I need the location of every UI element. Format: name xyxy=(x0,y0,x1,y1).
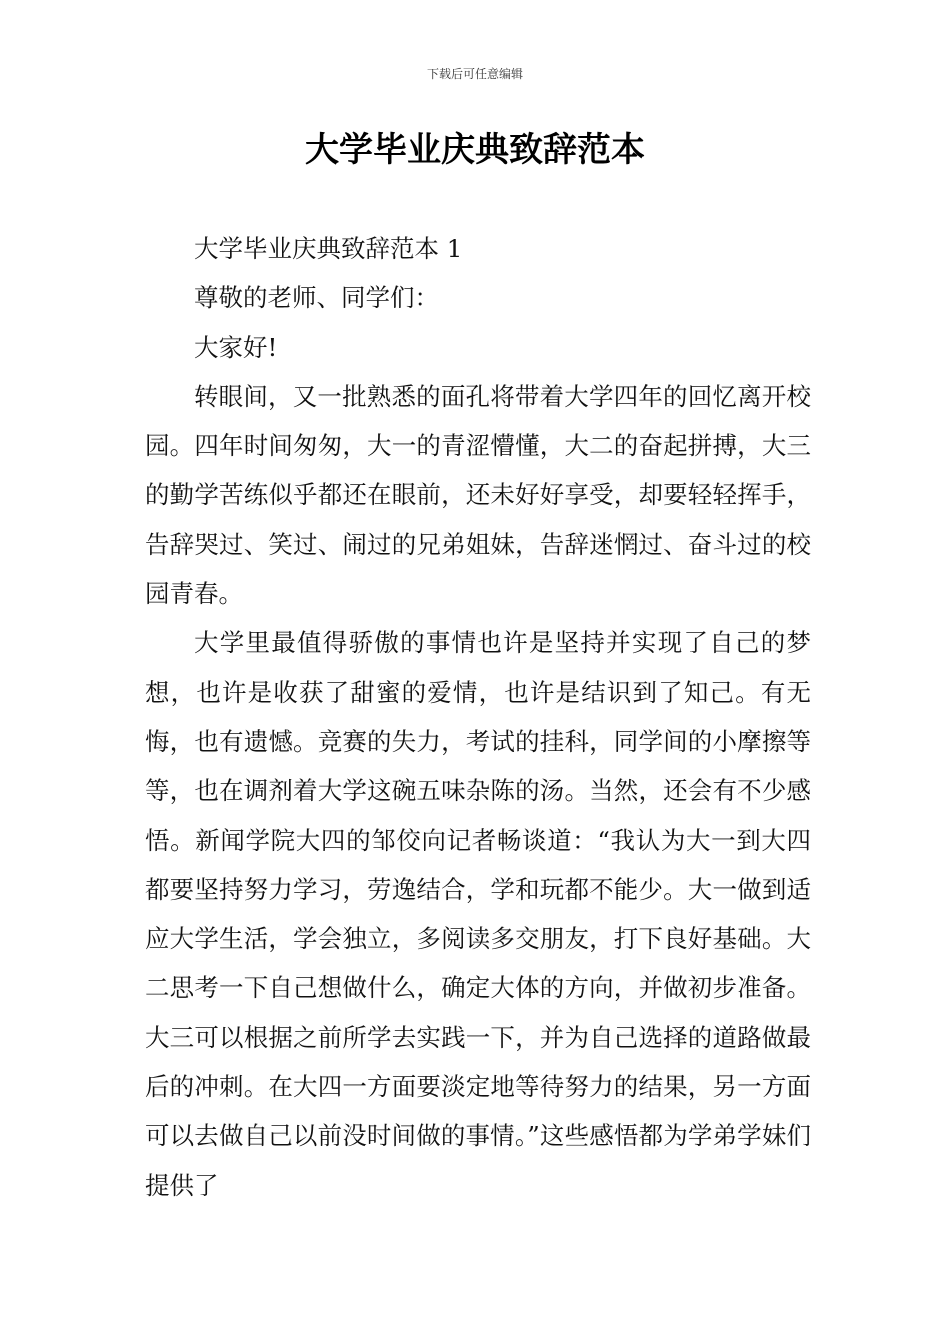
header-note: 下载后可任意编辑 xyxy=(426,67,523,81)
body-paragraph: 转眼间，又一批熟悉的面孔将带着大学四年的回忆离开校园。四年时间匆匆，大一的青涩懵懂，大二的奋起拼搏，大三的勤学苦练似乎都还在眼前，还未好好享受，却要轻轻挥手，告辞哭过、笑过、闹过的兄弟姐妹，告辞迷惘过、奋斗过的校园青春。 xyxy=(145,381,811,609)
greeting: 大家好! xyxy=(194,332,278,362)
section-heading: 大学毕业庆典致辞范本 1 xyxy=(194,234,463,263)
salutation: 尊敬的老师、同学们： xyxy=(194,283,439,313)
document-title: 大学毕业庆典致辞范本 xyxy=(305,130,645,170)
body-paragraph: 大学里最值得骄傲的事情也许是坚持并实现了自己的梦想，也许是收获了甜蜜的爱情，也许是结识到了知己。有无悔，也有遗憾。竞赛的失力，考试的挂科，同学间的小摩擦等等，也在调剂着大学这碗五味杂陈的汤。当然，还会有不少感悟。新闻学院大四的邹佼向记者畅谈道：“我认为大一到大四都要坚持努力学习，劳逸结合，学和玩都不能少。大一做到适应大学生活，学会独立，多阅读多交朋友，打下良好基础。大二思考一下自己想做什么，确定大体的方向，并做初步准备。大三可以根据之前所学去实践一下，并为自己选择的道路做最后的冲刺。在大四一方面要淡定地等待努力的结果，另一方面可以去做自己以前没时间做的事情。”这些感悟都为学弟学妹们提供了 xyxy=(145,628,811,1200)
document-body xyxy=(145,224,811,1210)
